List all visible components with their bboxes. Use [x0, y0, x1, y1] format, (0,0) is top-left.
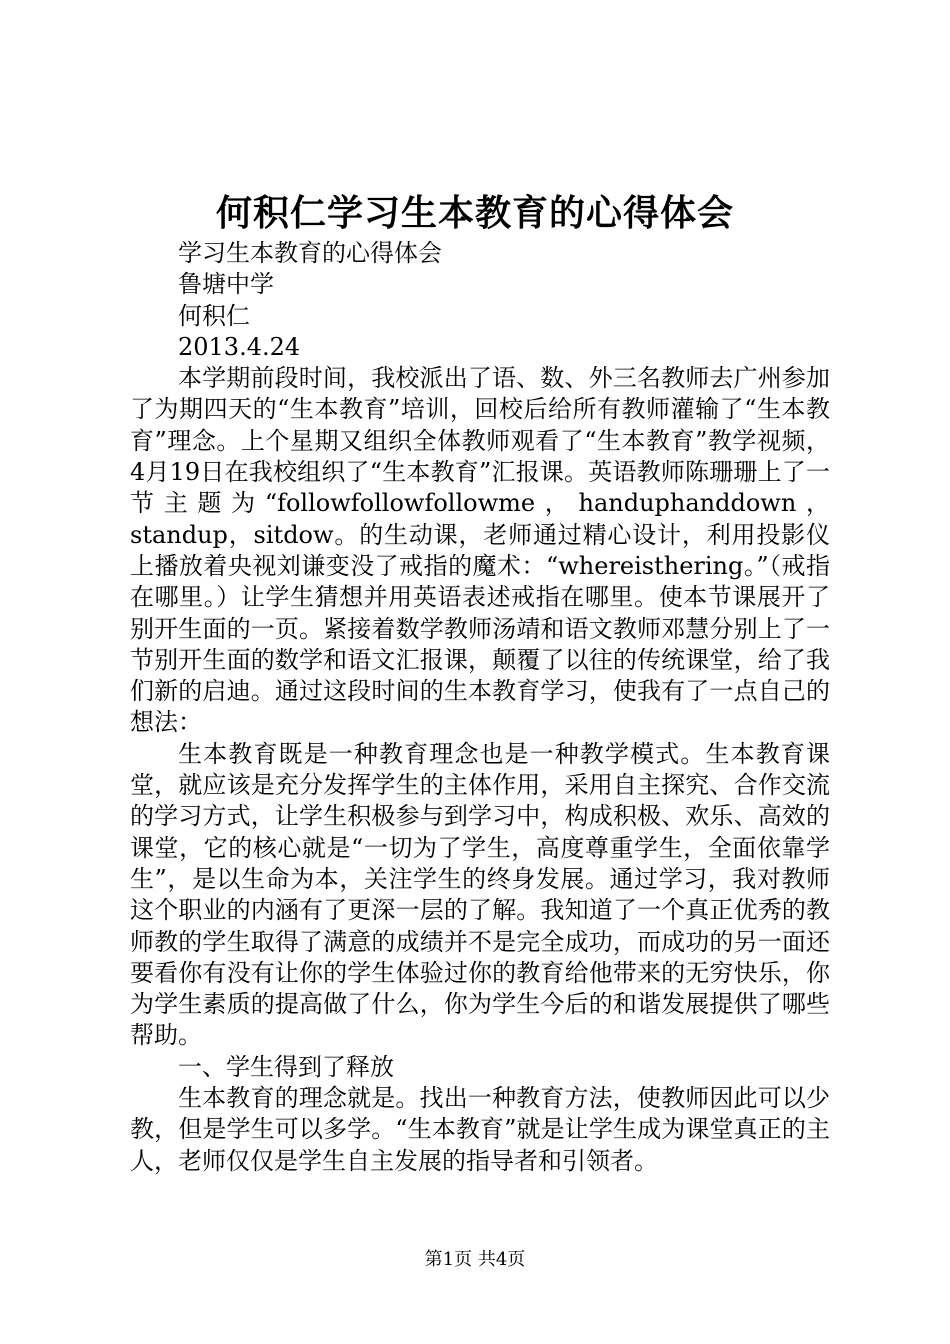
document-body [130, 238, 830, 1177]
page-footer: 第1页 共4页 [424, 1249, 526, 1270]
date-line: 2013.4.24 [178, 332, 301, 361]
paragraph-3: 生本教育的理念就是。找出一种教育方法，使教师因此可以少教，但是学生可以多学。“生本教育”就是让学生成为课堂真正的主人，老师仅仅是学生自主发展的指导者和引领者。 [130, 1084, 830, 1175]
paragraph-1: 本学期前段时间，我校派出了语、数、外三名教师去广州参加了为期四天的“生本教育”培训，回校后给所有教师灌输了“生本教育”理念。上个星期又组织全体教师观看了“生本教育”教学视频，4月19日在我校组织了“生本教育”汇报课。英语教师陈珊珊上了一节主题为“followfollowfollowme，handuphanddown，standup，sitdow。的生动课，老师通过精心设计，利用投影仪上播放着央视刘谦变没了戒指的魔术：“whereisthering。”（戒指在哪里。）让学生猜想并用英语表述戒指在哪里。使本节课展开了别开生面的一页。紧接着数学教师汤靖和语文教师邓慧分别上了一节别开生面的数学和语文汇报课，颠覆了以往的传统课堂，给了我们新的启迪。通过这段时间的生本教育学习，使我有了一点自己的想法： [130, 364, 830, 737]
subtitle-line: 学习生本教育的心得体会 [178, 239, 442, 267]
author-line: 何积仁 [178, 301, 250, 330]
school-line: 鲁塘中学 [178, 270, 274, 299]
paragraph-2: 生本教育既是一种教育理念也是一种教学模式。生本教育课堂，就应该是充分发挥学生的主体作用，采用自主探究、合作交流的学习方式，让学生积极参与到学习中，构成积极、欢乐、高效的课堂，它的核心就是“一切为了学生，高度尊重学生，全面依靠学生”，是以生命为本，关注学生的终身发展。通过学习，我对教师这个职业的内涵有了更深一层的了解。我知道了一个真正优秀的教师教的学生取得了满意的成绩并不是完全成功，而成功的另一面还要看你有没有让你的学生体验过你的教育给他带来的无穷快乐，你为学生素质的提高做了什么，你为学生今后的和谐发展提供了哪些帮助。 [130, 739, 830, 1050]
document-title: 何积仁学习生本教育的心得体会 [215, 192, 734, 234]
section-heading: 一、学生得到了释放 [178, 1052, 394, 1081]
